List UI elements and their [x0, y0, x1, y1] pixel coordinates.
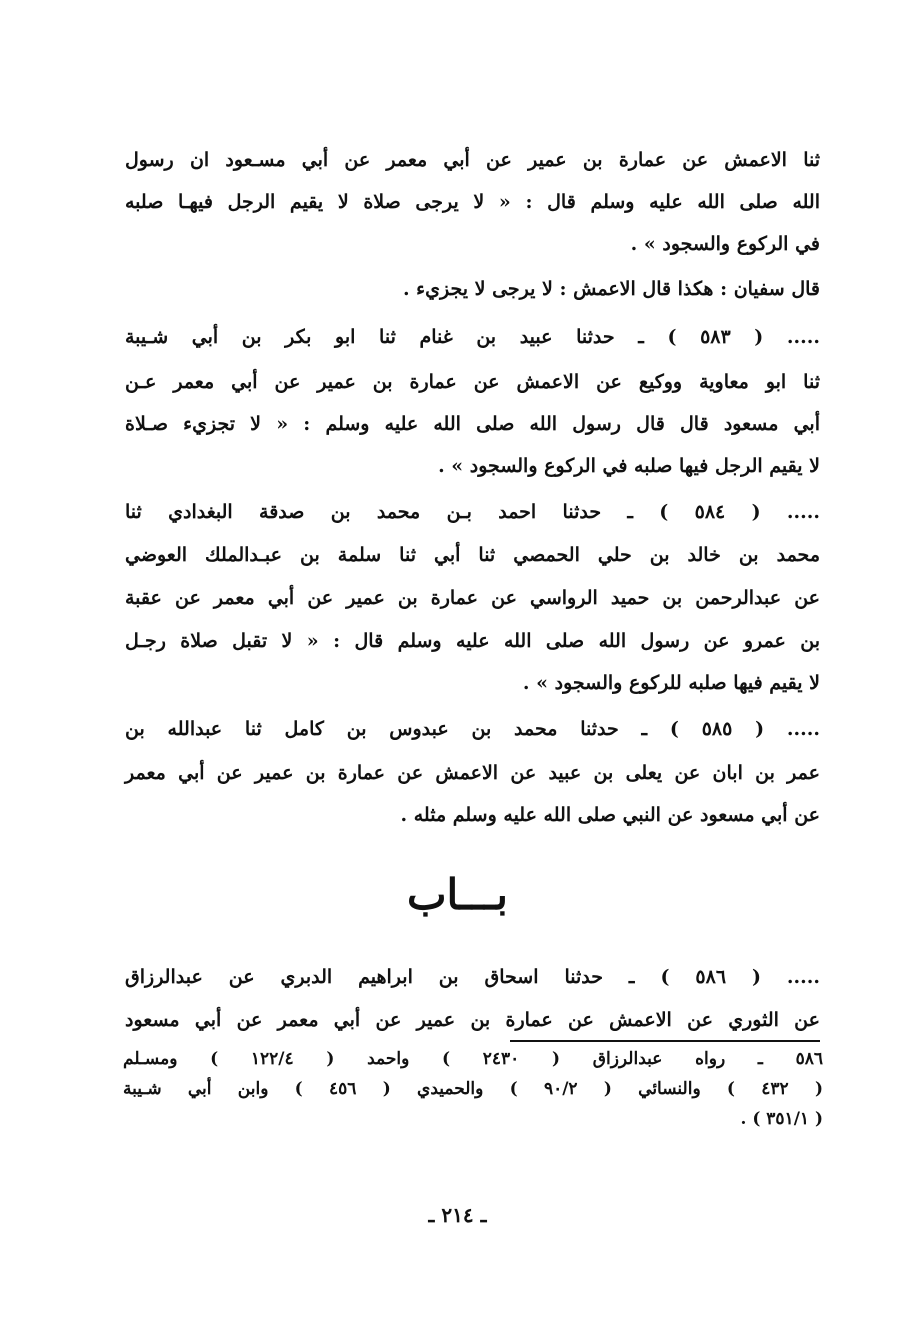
chapter-heading: بـــاب — [407, 870, 508, 919]
footnote-line: ( ٤٣٢ ) والنسائي ( ٩٠/٢ ) والحميدي ( ٤٥٦ ) وابن أبي شـيبة — [123, 1079, 824, 1099]
page-number: ـ ٢١٤ ـ — [428, 1203, 487, 1227]
hadith-entry-585: ..... ( ٥٨٥ ) ـ حدثنا محمد بن عبدوس بن كامل ثنا عبدالله بن — [125, 718, 820, 740]
text-line: أبي مسعود قال قال رسول الله صلى الله عليه وسلم : « لا تجزيء صـلاة — [125, 413, 820, 435]
text-line: لا يقيم فيها صلبه للركوع والسجود » . — [522, 672, 820, 694]
text-line: عن أبي مسعود عن النبي صلى الله عليه وسلم مثله . — [400, 804, 820, 826]
hadith-entry-584: ..... ( ٥٨٤ ) ـ حدثنا احمد بـن محمد بن صدقة البغدادي ثنا — [125, 501, 821, 523]
footnote-line: ( ٣٥١/١ ) . — [740, 1109, 823, 1129]
text-line: عمر بن ابان عن يعلى بن عبيد عن الاعمش عن عمارة بن عمير عن أبي معمر — [125, 762, 820, 784]
hadith-entry-583: ..... ( ٥٨٣ ) ـ حدثنا عبيد بن غنام ثنا ابو بكر بن أبي شـيبة — [125, 326, 820, 348]
text-line: الله صلى الله عليه وسلم قال : « لا يرجى صلاة لا يقيم الرجل فيهـا صلبه — [125, 191, 820, 213]
text-line: محمد بن خالد بن حلي الحمصي ثنا أبي ثنا سلمة بن عبـدالملك العوضي — [125, 544, 820, 566]
footnote-line: ٥٨٦ ـ رواه عبدالرزاق ( ٢٤٣٠ ) واحمد ( ١٢٢/٤ ) ومسـلم — [123, 1049, 823, 1069]
text-line: ثنا ابو معاوية ووكيع عن الاعمش عن عمارة بن عمير عن أبي معمر عـن — [125, 371, 820, 393]
text-line: بن عمرو عن رسول الله صلى الله عليه وسلم قال : « لا تقبل صلاة رجـل — [125, 630, 820, 652]
text-line: ثنا الاعمش عن عمارة بن عمير عن أبي معمر عن أبي مسـعود ان رسول — [125, 149, 820, 171]
footnote-separator — [510, 1040, 820, 1042]
text-line: قال سفيان : هكذا قال الاعمش : لا يرجى لا يجزيء . — [402, 278, 820, 300]
text-line: عن عبدالرحمن بن حميد الرواسي عن عمارة بن عمير عن أبي معمر عن عقبة — [125, 587, 820, 609]
text-line: لا يقيم الرجل فيها صلبه في الركوع والسجود » . — [438, 455, 820, 477]
text-line: في الركوع والسجود » . — [630, 233, 820, 255]
text-line: عن الثوري عن الاعمش عن عمارة بن عمير عن أبي معمر عن أبي مسعود — [125, 1009, 820, 1031]
hadith-entry-586: ..... ( ٥٨٦ ) ـ حدثنا اسحاق بن ابراهيم الدبري عن عبدالرزاق — [125, 966, 820, 988]
